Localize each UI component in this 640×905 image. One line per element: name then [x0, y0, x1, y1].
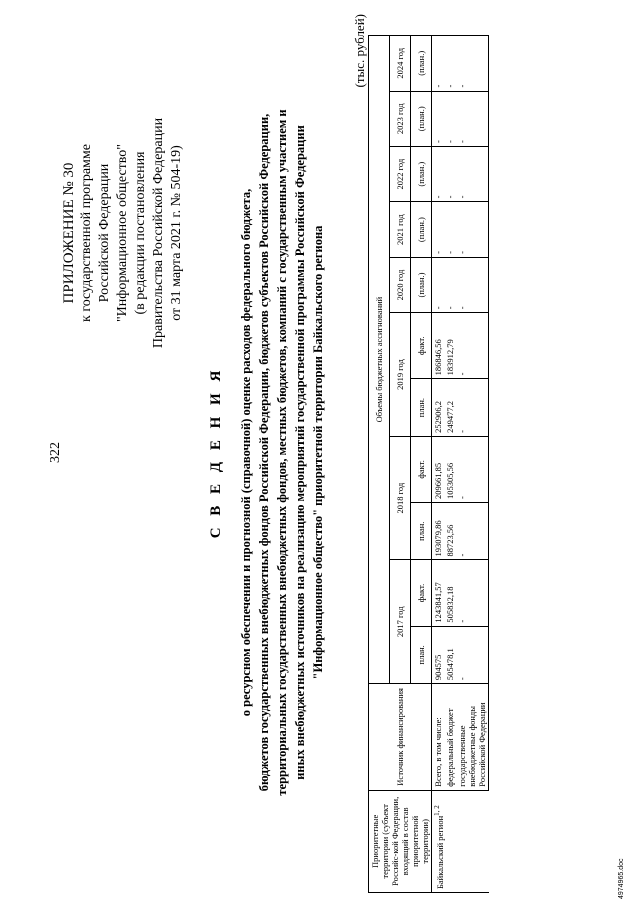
header-year: 2018 год	[390, 436, 411, 560]
value-cell: -	[444, 146, 456, 201]
value-cell: 186846,56	[432, 313, 445, 379]
value-cell: 505478,1	[444, 626, 456, 684]
value-cell: 88723,56	[444, 502, 456, 560]
value-cell: -	[432, 36, 445, 92]
appendix-line: (в редакции постановления	[133, 151, 148, 315]
subheader-plan: (план.)	[411, 202, 432, 257]
value-cell: -	[432, 202, 445, 257]
value-cell: 505832,18	[444, 560, 456, 626]
footer-filename: 4974965.doc	[618, 858, 625, 899]
value-cell: 183912,79	[444, 313, 456, 379]
value-cell: -	[432, 257, 445, 312]
table-row	[432, 36, 445, 893]
subheader-plan: план.	[411, 626, 432, 684]
document-heading	[208, 30, 327, 875]
territory-footnote: 1, 2	[433, 805, 441, 816]
source-cell: Всего, в том числе:	[432, 684, 445, 791]
value-cell: -	[456, 502, 489, 560]
value-cell: -	[456, 626, 489, 684]
subheader-fact: факт.	[411, 436, 432, 502]
heading-line: территориальных государственных внебюджетных фондов, местных бюджетов, компаний с государственным участием и	[275, 109, 289, 796]
header-year: 2019 год	[390, 313, 411, 437]
value-cell: -	[432, 146, 445, 201]
appendix-title: ПРИЛОЖЕНИЕ № 30	[61, 162, 77, 304]
value-cell: -	[456, 436, 489, 502]
header-territory: Приоритетные территории (субъект Российс-кой Федерации, входящий в состав приоритетной территории)	[369, 790, 432, 892]
value-cell: -	[456, 313, 489, 379]
subheader-plan: (план.)	[411, 146, 432, 201]
value-cell: -	[444, 202, 456, 257]
value-cell: 904575	[432, 626, 445, 684]
value-cell: -	[444, 91, 456, 146]
appendix-line: "Информационное общество"	[115, 143, 130, 323]
value-cell: -	[456, 146, 489, 201]
value-cell: 209661,85	[432, 436, 445, 502]
territory-cell	[432, 790, 489, 892]
heading-line: бюджетов государственных внебюджетных фондов Российской Федерации, бюджетов субъектов Российской Федерации,	[257, 113, 271, 792]
header-year: 2021 год	[390, 202, 411, 257]
value-cell: 193079,86	[432, 502, 445, 560]
value-cell: -	[456, 257, 489, 312]
appendix-block	[60, 68, 186, 398]
header-year: 2023 год	[390, 91, 411, 146]
value-cell: -	[444, 36, 456, 92]
appendix-line: от 31 марта 2021 г. № 504-19)	[169, 145, 184, 321]
budget-table	[368, 35, 489, 893]
subheader-plan: (план.)	[411, 257, 432, 312]
heading-title: С В Е Д Е Н И Я	[208, 366, 224, 539]
subheader-plan: план.	[411, 502, 432, 560]
subheader-plan: (план.)	[411, 36, 432, 92]
subheader-fact: факт.	[411, 313, 432, 379]
subheader-plan: план.	[411, 379, 432, 437]
value-cell: 249477,2	[444, 379, 456, 437]
heading-line: иных внебюджетных источников на реализацию мероприятий государственной программы Российской Федерации	[293, 125, 307, 780]
page-number: 322	[48, 442, 63, 463]
header-year: 2020 год	[390, 257, 411, 312]
appendix-line: Правительства Российской Федерации	[151, 117, 166, 349]
source-cell: федеральный бюджет	[444, 684, 456, 791]
value-cell: -	[432, 91, 445, 146]
value-cell: -	[456, 36, 489, 92]
header-volumes: Объемы бюджетных ассигнований	[369, 36, 390, 684]
heading-line: о ресурсном обеспечении и прогнозной (справочной) оценке расходов федерального бюджета,	[239, 188, 253, 717]
value-cell: -	[456, 560, 489, 626]
appendix-line: к государственной программе	[79, 144, 94, 322]
table-row	[444, 36, 456, 893]
subheader-fact: факт.	[411, 560, 432, 626]
value-cell: -	[456, 91, 489, 146]
value-cell: 105305,56	[444, 436, 456, 502]
table-row	[456, 36, 489, 893]
heading-line: "Информационное общество" приоритетной территории Байкальского региона	[311, 225, 325, 680]
source-cell: государственные внебюджетные фонды Российской Федерации	[456, 684, 489, 791]
header-source: Источник финансирования	[369, 684, 432, 791]
subheader-plan: (план.)	[411, 91, 432, 146]
units-label: (тыс. рублей)	[352, 14, 367, 88]
value-cell: -	[456, 202, 489, 257]
value-cell: 252906,2	[432, 379, 445, 437]
territory-name: Байкальский регион	[434, 815, 445, 889]
appendix-line: Российской Федерации	[97, 163, 112, 303]
value-cell: -	[444, 257, 456, 312]
header-year: 2022 год	[390, 146, 411, 201]
value-cell: 1243841,57	[432, 560, 445, 626]
value-cell: -	[456, 379, 489, 437]
header-year: 2024 год	[390, 36, 411, 92]
header-year: 2017 год	[390, 560, 411, 684]
